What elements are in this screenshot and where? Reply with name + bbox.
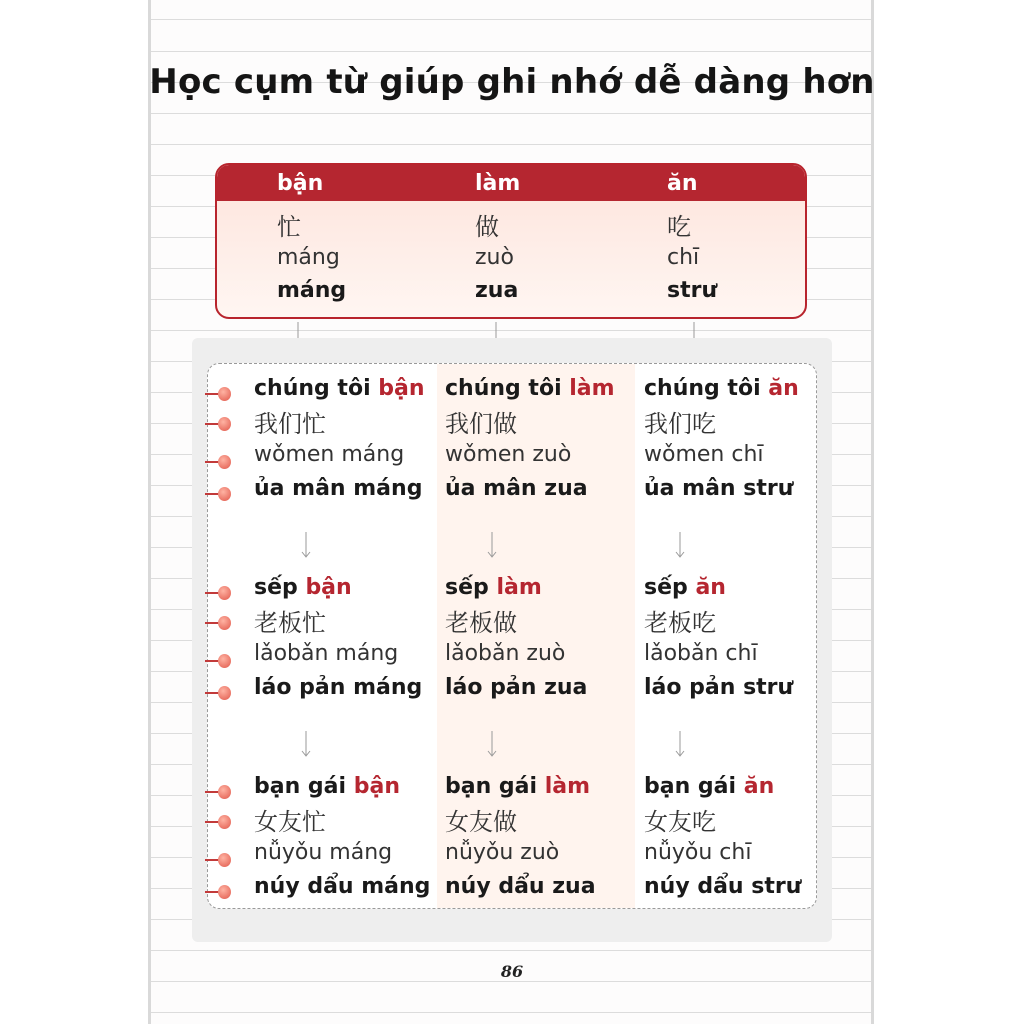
phrase-highlight: bận [378, 376, 425, 401]
arrow-down-icon [674, 731, 686, 757]
pin-bullet-icon [205, 683, 229, 703]
vocab-pinyin-0: máng [277, 245, 340, 270]
vocab-viet-2: strư [667, 278, 718, 303]
pin-bullet-icon [205, 384, 229, 404]
phrase-highlight: bận [305, 575, 352, 600]
phrase-chinese: 我们做 [445, 410, 517, 438]
arrow-down-icon [300, 532, 312, 558]
phrase-chinese: 女友做 [445, 808, 517, 836]
phrase-highlight: làm [496, 575, 542, 600]
phrase-vietnamese [254, 575, 352, 600]
phrase-vietnamese [254, 774, 400, 799]
vocab-viet-1: zua [475, 278, 519, 303]
phrase-prefix: chúng tôi [644, 376, 769, 401]
arrow-down-icon [486, 731, 498, 757]
phrase-vietnamese [254, 376, 425, 401]
phrase-pinyin: lǎobǎn chī [644, 641, 758, 666]
vocab-table [215, 163, 807, 319]
phrase-vietnamese [644, 575, 726, 600]
phrase-pronunciation: ủa mân zua [445, 476, 588, 501]
phrase-vietnamese [445, 376, 615, 401]
phrase-pinyin: lǎobǎn máng [254, 641, 399, 666]
phrase-vietnamese [445, 575, 542, 600]
phrase-pronunciation: ủa mân máng [254, 476, 423, 501]
phrase-highlight: làm [544, 774, 591, 799]
phrase-pinyin: nǚyǒu máng [254, 840, 393, 865]
phrase-pronunciation: núy dẩu zua [445, 874, 596, 899]
phrase-highlight: làm [569, 376, 615, 401]
phrase-prefix: bạn gái [445, 774, 545, 799]
phrase-highlight: ăn [695, 575, 726, 600]
vocab-cn-0: 忙 [277, 213, 301, 241]
pin-bullet-icon [205, 613, 229, 633]
vocab-viet-0: máng [277, 278, 347, 303]
phrase-chinese: 老板吃 [644, 609, 716, 637]
pin-bullet-icon [205, 484, 229, 504]
phrase-chinese: 我们忙 [254, 410, 326, 438]
arrow-down-icon [300, 731, 312, 757]
phrase-highlight: ăn [743, 774, 775, 799]
phrase-vietnamese [644, 376, 799, 401]
vocab-head-0: bận [277, 171, 324, 196]
phrase-pinyin: wǒmen chī [644, 442, 764, 467]
phrase-chinese: 女友吃 [644, 808, 716, 836]
vocab-head-1: làm [475, 171, 521, 196]
vocab-pinyin-2: chī [667, 245, 700, 270]
pin-bullet-icon [205, 782, 229, 802]
phrase-chinese: 老板做 [445, 609, 517, 637]
phrase-pronunciation: láo pản máng [254, 675, 423, 700]
phrase-highlight: ăn [768, 376, 799, 401]
pin-bullet-icon [205, 651, 229, 671]
vocab-pinyin-1: zuò [475, 245, 514, 270]
phrase-chinese: 我们吃 [644, 410, 716, 438]
phrase-chinese: 女友忙 [254, 808, 326, 836]
phrase-pinyin: lǎobǎn zuò [445, 641, 566, 666]
phrase-vietnamese [445, 774, 590, 799]
phrase-prefix: chúng tôi [254, 376, 379, 401]
pin-bullet-icon [205, 882, 229, 902]
arrow-down-icon [486, 532, 498, 558]
phrase-prefix: sếp [254, 575, 306, 600]
phrase-prefix: chúng tôi [445, 376, 570, 401]
phrase-prefix: sếp [644, 575, 696, 600]
phrase-prefix: bạn gái [254, 774, 354, 799]
pin-bullet-icon [205, 452, 229, 472]
phrase-pronunciation: núy dẩu máng [254, 874, 431, 899]
phrase-pronunciation: láo pản strư [644, 675, 794, 700]
phrase-chinese: 老板忙 [254, 609, 326, 637]
page-title: Học cụm từ giúp ghi nhớ dễ dàng hơn [149, 62, 875, 102]
phrase-pronunciation: ủa mân strư [644, 476, 794, 501]
phrase-pronunciation: láo pản zua [445, 675, 588, 700]
vocab-cn-2: 吃 [667, 213, 691, 241]
page-number: 86 [500, 962, 524, 981]
phrase-pinyin: wǒmen máng [254, 442, 405, 467]
pin-bullet-icon [205, 414, 229, 434]
phrase-prefix: sếp [445, 575, 497, 600]
phrase-pinyin: wǒmen zuò [445, 442, 572, 467]
vocab-head-2: ăn [667, 171, 698, 196]
phrase-pinyin: nǚyǒu chī [644, 840, 752, 865]
phrase-pronunciation: núy dẩu strư [644, 874, 802, 899]
pin-bullet-icon [205, 583, 229, 603]
phrase-prefix: bạn gái [644, 774, 744, 799]
phrase-vietnamese [644, 774, 774, 799]
vocab-cn-1: 做 [475, 213, 499, 241]
phrase-pinyin: nǚyǒu zuò [445, 840, 560, 865]
arrow-down-icon [674, 532, 686, 558]
pin-bullet-icon [205, 812, 229, 832]
phrase-highlight: bận [353, 774, 400, 799]
pin-bullet-icon [205, 850, 229, 870]
